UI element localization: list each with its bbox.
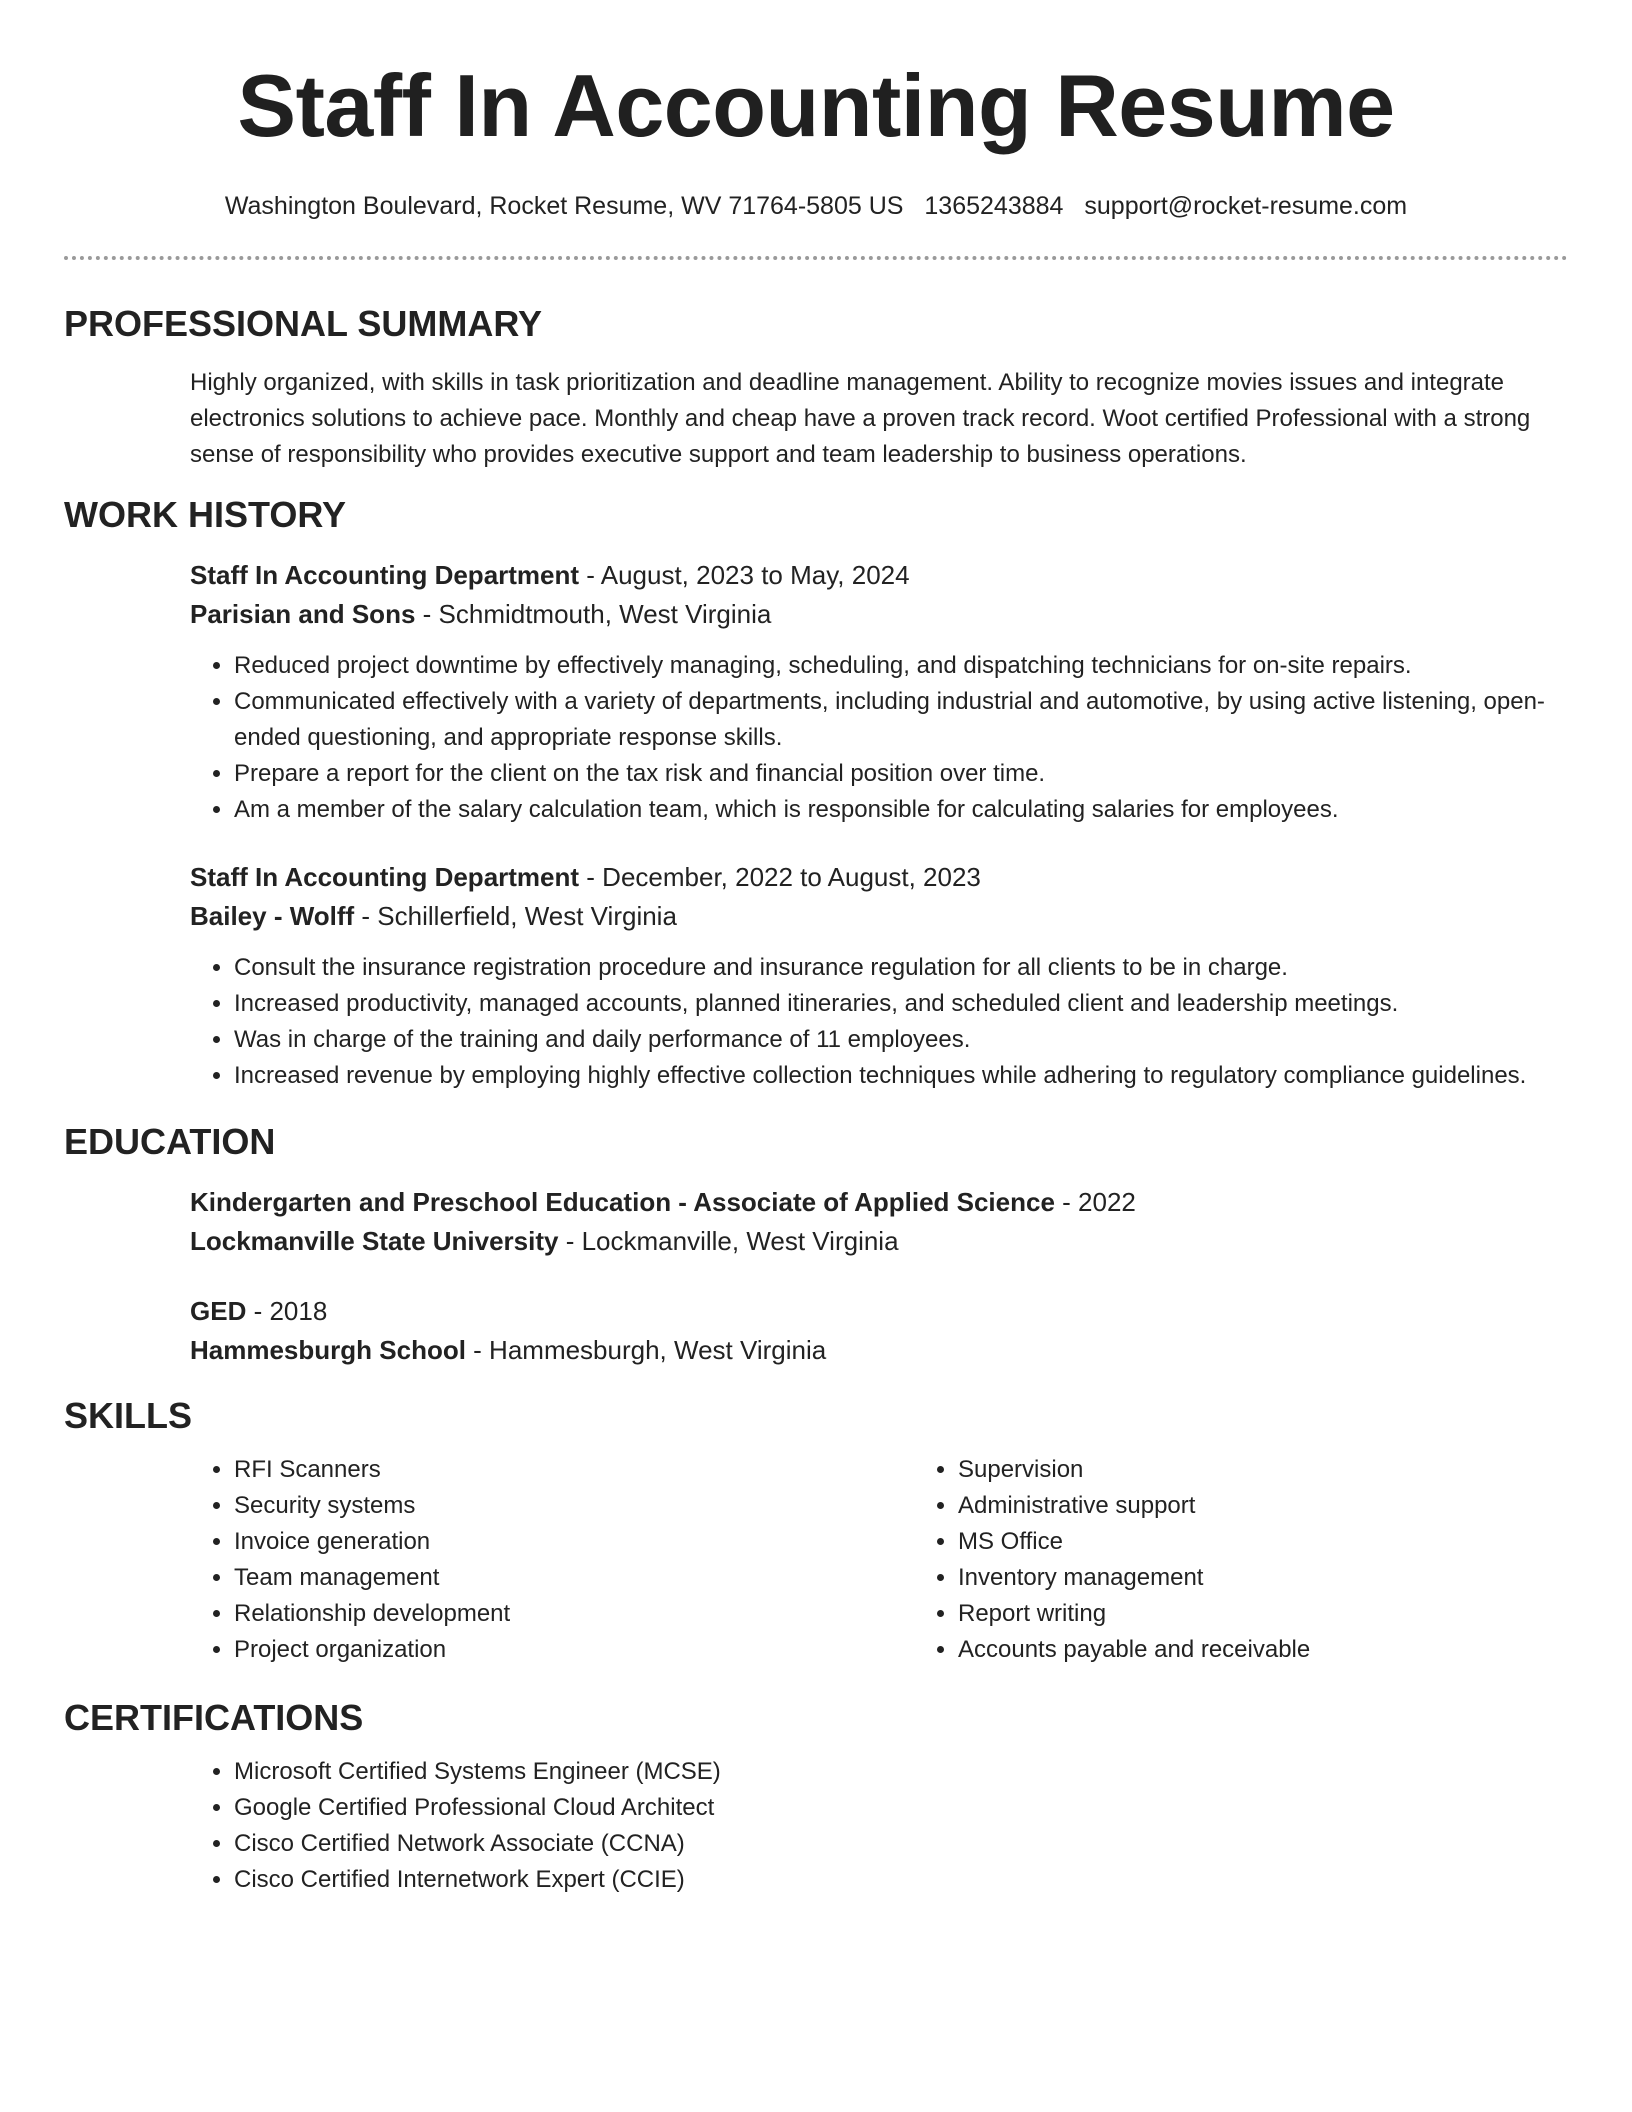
- list-item: • Cisco Certified Internetwork Expert (CCIE): [234, 1862, 1568, 1898]
- list-item: • Administrative support: [958, 1488, 1632, 1524]
- job-company: Bailey - Wolff: [190, 901, 355, 931]
- list-item: • Increased productivity, managed accounts, planned itineraries, and scheduled client and leadership meetings.: [234, 986, 1568, 1022]
- job-company-line: [190, 897, 1568, 936]
- certifications-list: [190, 1754, 1568, 1898]
- certifications-heading: CERTIFICATIONS: [64, 1697, 364, 1738]
- degree-line: [190, 1183, 1568, 1222]
- education-heading: EDUCATION: [64, 1121, 276, 1162]
- list-item: • Increased revenue by employing highly effective collection techniques while adhering to regulatory compliance guidelines.: [234, 1058, 1568, 1094]
- education-entry: [190, 1183, 1568, 1261]
- skills-columns: [190, 1452, 1568, 1668]
- job-dates: - August, 2023 to May, 2024: [579, 560, 910, 590]
- skills-heading: SKILLS: [64, 1395, 193, 1436]
- list-item: • Inventory management: [958, 1560, 1632, 1596]
- job-entry: [190, 556, 1568, 828]
- job-location: - Schmidtmouth, West Virginia: [415, 599, 772, 629]
- contact-phone: 1365243884: [924, 192, 1064, 220]
- job-company-line: [190, 595, 1568, 634]
- degree-line: [190, 1292, 1568, 1331]
- job-entry: [190, 858, 1568, 1094]
- school-location: - Lockmanville, West Virginia: [558, 1226, 899, 1256]
- list-item: • Security systems: [234, 1488, 914, 1524]
- job-location: - Schillerfield, West Virginia: [354, 901, 677, 931]
- list-item: • Google Certified Professional Cloud Architect: [234, 1790, 1568, 1826]
- job-title: Staff In Accounting Department: [190, 862, 580, 892]
- list-item: • Supervision: [958, 1452, 1632, 1488]
- contact-line: [64, 190, 1568, 222]
- school-line: [190, 1331, 1568, 1370]
- list-item: • Prepare a report for the client on the tax risk and financial position over time.: [234, 756, 1568, 792]
- degree-year: - 2022: [1054, 1187, 1136, 1217]
- header-divider: [64, 256, 1568, 260]
- list-item: • Am a member of the salary calculation team, which is responsible for calculating salaries for employees.: [234, 792, 1568, 828]
- job-title: Staff In Accounting Department: [190, 560, 580, 590]
- certifications-block: [190, 1754, 1568, 1898]
- list-item: • Microsoft Certified Systems Engineer (MCSE): [234, 1754, 1568, 1790]
- job-company: Parisian and Sons: [190, 599, 416, 629]
- job-title-line: [190, 858, 1568, 897]
- degree: Kindergarten and Preschool Education - Associate of Applied Science: [190, 1187, 1055, 1217]
- list-item: • Consult the insurance registration procedure and insurance regulation for all clients to be in charge.: [234, 950, 1568, 986]
- skills-list-left: [190, 1452, 914, 1668]
- contact-email: support@rocket-resume.com: [1084, 192, 1408, 220]
- job-dates: - December, 2022 to August, 2023: [579, 862, 981, 892]
- list-item: • Relationship development: [234, 1596, 914, 1632]
- list-item: • Report writing: [958, 1596, 1632, 1632]
- list-item: • Invoice generation: [234, 1524, 914, 1560]
- school-name: Hammesburgh School: [190, 1335, 466, 1365]
- list-item: • Reduced project downtime by effectively managing, scheduling, and dispatching technicians for on-site repairs.: [234, 648, 1568, 684]
- list-item: • MS Office: [958, 1524, 1632, 1560]
- contact-address: Washington Boulevard, Rocket Resume, WV 71764-5805 US: [224, 192, 904, 220]
- job-bullets: [190, 950, 1568, 1094]
- list-item: • Team management: [234, 1560, 914, 1596]
- list-item: • Cisco Certified Network Associate (CCNA): [234, 1826, 1568, 1862]
- list-item: • RFI Scanners: [234, 1452, 914, 1488]
- job-title-line: [190, 556, 1568, 595]
- school-location: - Hammesburgh, West Virginia: [465, 1335, 827, 1365]
- work-history-heading: WORK HISTORY: [64, 494, 347, 535]
- list-item: • Communicated effectively with a variety of departments, including industrial and automotive, by using active listening, open-ended questioning, and appropriate response skills.: [234, 684, 1568, 756]
- summary-heading: PROFESSIONAL SUMMARY: [64, 303, 543, 344]
- education-entry: [190, 1292, 1568, 1370]
- school-name: Lockmanville State University: [190, 1226, 559, 1256]
- degree: GED: [190, 1296, 247, 1326]
- school-line: [190, 1222, 1568, 1261]
- list-item: • Project organization: [234, 1632, 914, 1668]
- list-item: • Was in charge of the training and daily performance of 11 employees.: [234, 1022, 1568, 1058]
- degree-year: - 2018: [246, 1296, 328, 1326]
- skills-list-right: [914, 1452, 1632, 1668]
- list-item: • Accounts payable and receivable: [958, 1632, 1632, 1668]
- summary-text: Highly organized, with skills in task prioritization and deadline management. Ability to recognize movies issues and integrate electronics solutions to achieve pace. Monthly and cheap have a proven track record. Woot certified Professional with a strong sense of responsibility who provides executive support and team leadership to business operations.: [190, 369, 1531, 468]
- resume-title: Staff In Accounting Resume: [237, 56, 1395, 155]
- job-bullets: [190, 648, 1568, 828]
